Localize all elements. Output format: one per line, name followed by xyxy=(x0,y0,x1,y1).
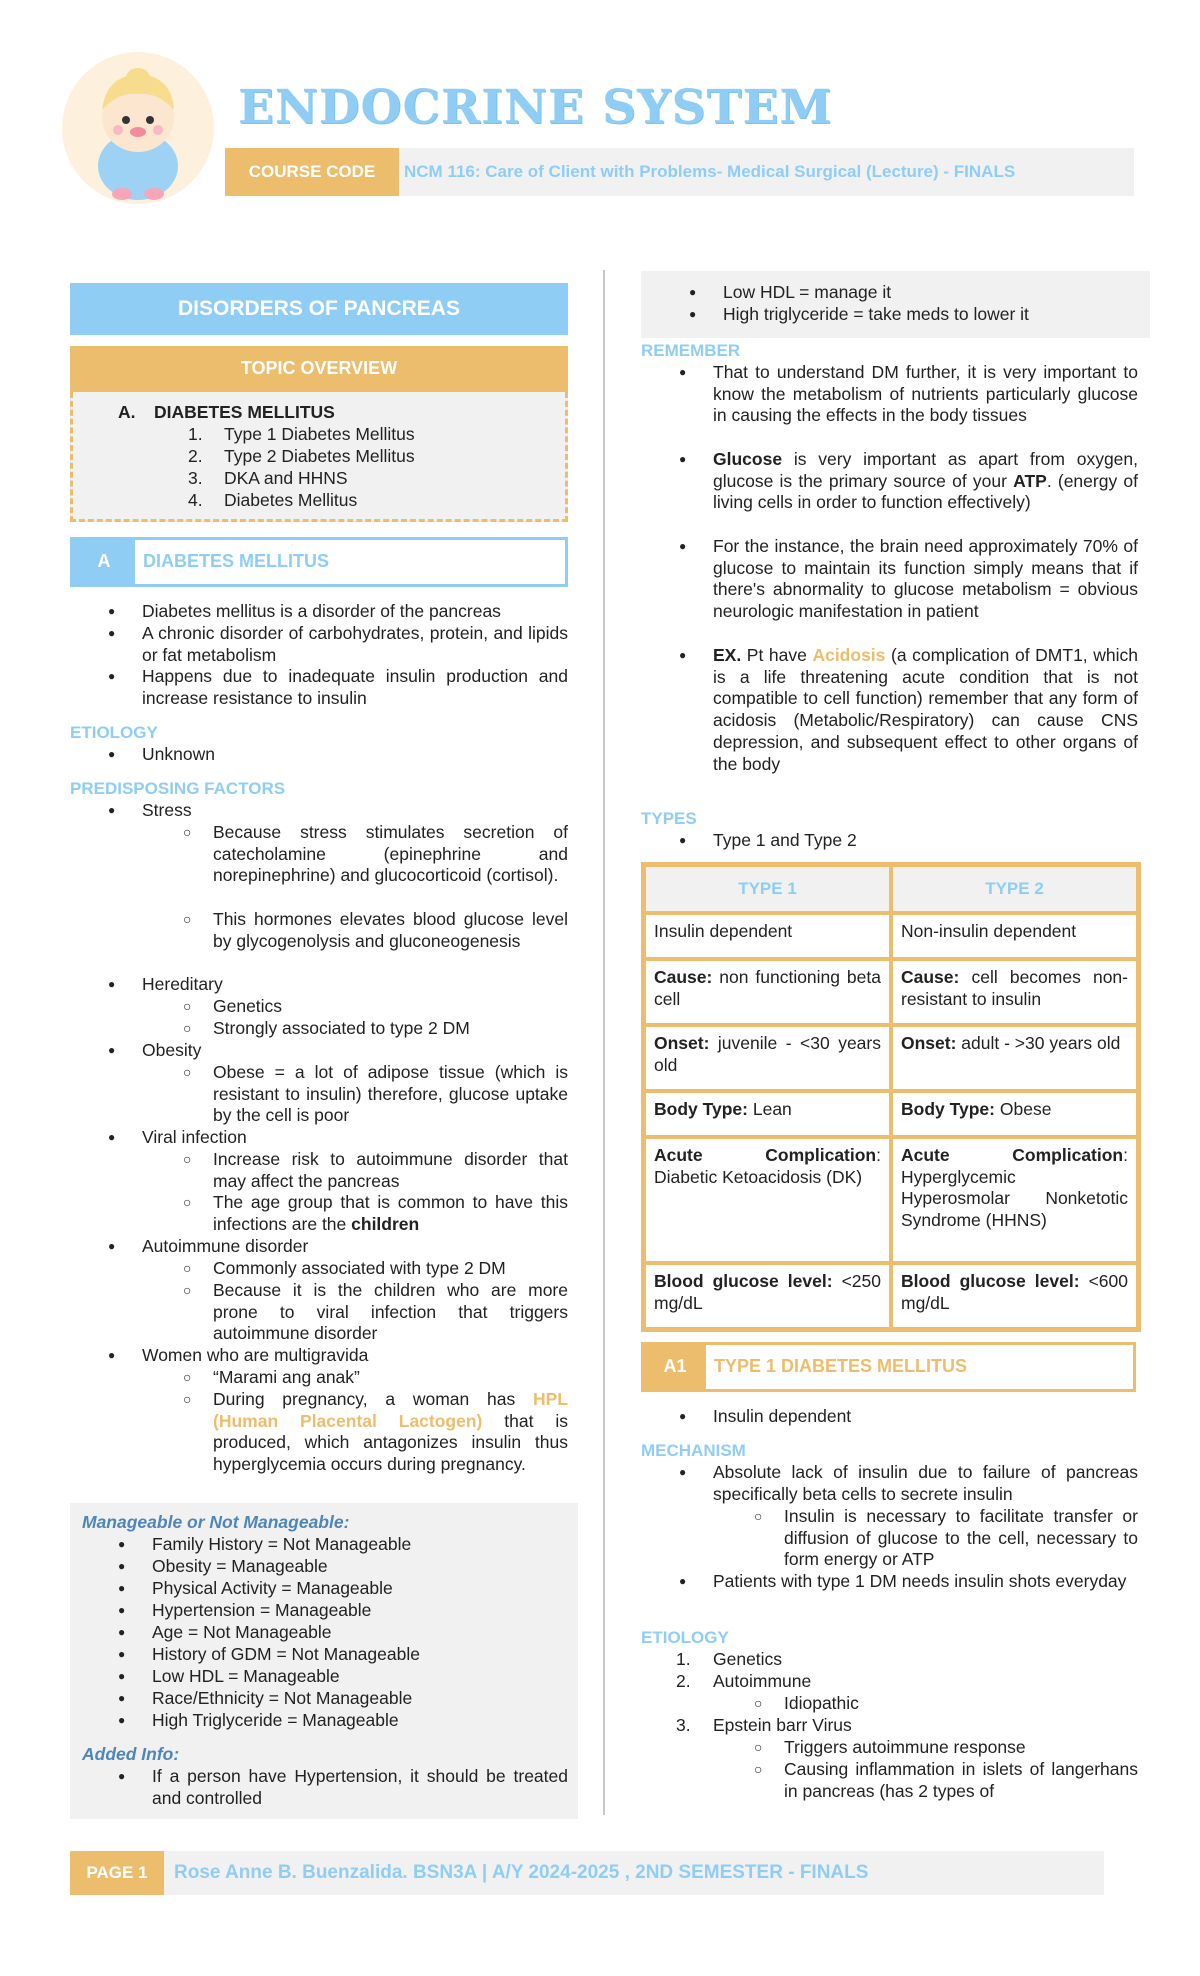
cell-label: Onset: xyxy=(901,1033,957,1053)
mascot-illustration xyxy=(58,48,218,208)
cell-label: Acute Complication xyxy=(654,1145,877,1165)
section-a1-header xyxy=(641,1342,1136,1392)
mechanism-label: MECHANISM xyxy=(641,1441,746,1460)
bold-text: ATP xyxy=(1013,470,1047,491)
types-comparison-table xyxy=(641,862,1141,1332)
overview-num: 2. xyxy=(188,446,203,466)
cell-label: Onset: xyxy=(654,1033,710,1053)
table-cell: Non-insulin dependent xyxy=(891,913,1138,959)
sub-list-item: ○ Insulin is necessary to facilitate transfer or diffusion of glucose to the cell, necessary to form energy or ATP xyxy=(784,1506,1138,1571)
table-cell xyxy=(644,959,891,1025)
table-row xyxy=(644,1025,1138,1091)
list-item: ● Low HDL = manage it xyxy=(723,282,1123,304)
list-item: ● Insulin dependent xyxy=(713,1406,1138,1428)
sub-list-item: ○ Because stress stimulates secretion of catecholamine (epinephrine and norepinephrine) and glucocorticoid (cortisol). xyxy=(213,822,568,887)
list-item: Epstein barr Virus xyxy=(713,1715,852,1735)
document-title: ENDOCRINE SYSTEM xyxy=(238,80,833,135)
text-span: that is produced, which antagonizes insulin thus hyperglycemia occurs during pregnancy. xyxy=(213,1410,568,1475)
text-span: Pt have xyxy=(741,645,813,665)
sub-list-item: ○ Idiopathic xyxy=(784,1693,1138,1715)
column-divider xyxy=(603,270,605,1815)
table-row xyxy=(644,913,1138,959)
cell-value: : Diabetic Ketoacidosis (DK) xyxy=(654,1145,881,1187)
text-span: (a complication of DMT1, which is a life threatening acute condition that is not compatible to cell function) remember that any form of acidosis (Metabolic/Respiratory) can cause CNS depression, and subsequent effect to other organs of the body xyxy=(713,645,1138,774)
list-number: 2. xyxy=(676,1671,691,1691)
table-header: TYPE 1 xyxy=(644,865,891,913)
overview-main-title: DIABETES MELLITUS xyxy=(154,402,335,422)
table-row xyxy=(644,1263,1138,1329)
section-a1-badge: A1 xyxy=(644,1345,706,1389)
list-item: Genetics xyxy=(713,1649,783,1669)
cell-value: Obese xyxy=(995,1099,1052,1119)
topic-overview-box xyxy=(70,392,568,522)
table-row xyxy=(644,1137,1138,1263)
list-item: ● Hereditary xyxy=(142,974,568,996)
table-header-row xyxy=(644,865,1138,913)
remember-label: REMEMBER xyxy=(641,341,741,360)
list-item: ● Viral infection xyxy=(142,1127,568,1149)
bold-text: children xyxy=(351,1213,420,1234)
table-cell xyxy=(891,1025,1138,1091)
list-item: ● Low HDL = Manageable xyxy=(152,1666,568,1688)
sub-list-item: ○ Commonly associated with type 2 DM xyxy=(213,1258,568,1280)
sub-list-item: ○ Triggers autoimmune response xyxy=(784,1737,1138,1759)
etiology-label: ETIOLOGY xyxy=(70,723,158,742)
cell-label: Blood glucose level: xyxy=(654,1271,833,1291)
list-number: 3. xyxy=(676,1715,691,1735)
cell-label: Cause: xyxy=(901,967,960,987)
sub-list-item: ○ Obese = a lot of adipose tissue (which is resistant to insulin) therefore, glucose uptake by the cell is poor xyxy=(213,1062,568,1127)
text-span: The age group that is common to have this infections are the xyxy=(213,1192,568,1234)
sub-list-item: ○ Causing inflammation in islets of langerhans in pancreas (has 2 types of xyxy=(784,1759,1138,1802)
section-banner: DISORDERS OF PANCREAS xyxy=(70,283,568,335)
cell-value: cell becomes non-resistant to insulin xyxy=(901,967,1128,1009)
topic-overview-header: TOPIC OVERVIEW xyxy=(70,346,568,392)
table-cell xyxy=(891,1263,1138,1329)
list-item: ● That to understand DM further, it is very important to know the metabolism of nutrients particularly glucose in causing the effects in the body tissues xyxy=(713,362,1138,427)
list-item: ● High triglyceride = take meds to lower it xyxy=(723,304,1123,326)
table-cell xyxy=(891,959,1138,1025)
list-item: ● Obesity = Manageable xyxy=(152,1556,568,1578)
list-item: ● Absolute lack of insulin due to failure of pancreas specifically beta cells to secrete insulin xyxy=(713,1462,1138,1505)
list-number: 1. xyxy=(676,1649,691,1669)
list-item: ● Type 1 and Type 2 xyxy=(713,830,1138,852)
table-cell xyxy=(644,1091,891,1137)
overview-num: 1. xyxy=(188,424,203,444)
sub-list-item xyxy=(213,1389,568,1476)
overview-num: 4. xyxy=(188,490,203,510)
manageable-title: Manageable or Not Manageable: xyxy=(82,1512,350,1532)
list-item: ● Obesity xyxy=(142,1040,568,1062)
hpl-highlight: HPL (Human Placental Lactogen) xyxy=(213,1389,568,1431)
text-span: During pregnancy, a woman has xyxy=(213,1389,533,1409)
cell-value: non functioning beta cell xyxy=(654,967,881,1009)
list-item: ● High Triglyceride = Manageable xyxy=(152,1710,568,1732)
list-item: ● A chronic disorder of carbohydrates, protein, and lipids or fat metabolism xyxy=(142,623,568,666)
sub-list-item xyxy=(213,1192,568,1235)
table-cell: Insulin dependent xyxy=(644,913,891,959)
list-item: ● Family History = Not Manageable xyxy=(152,1534,568,1556)
overview-item: Type 2 Diabetes Mellitus xyxy=(224,446,415,466)
acidosis-highlight: Acidosis xyxy=(812,645,886,665)
sub-list-item: ○ Strongly associated to type 2 DM xyxy=(213,1018,568,1040)
list-item: ● Stress xyxy=(142,800,568,822)
table-header: TYPE 2 xyxy=(891,865,1138,913)
sub-list-item: ○ “Marami ang anak” xyxy=(213,1367,568,1389)
sub-list-item: ○ Increase risk to autoimmune disorder that may affect the pancreas xyxy=(213,1149,568,1192)
section-a1-title: TYPE 1 DIABETES MELLITUS xyxy=(714,1356,968,1377)
predisposing-label: PREDISPOSING FACTORS xyxy=(70,779,286,798)
table-cell xyxy=(644,1137,891,1263)
list-item: ● Race/Ethnicity = Not Manageable xyxy=(152,1688,568,1710)
list-item xyxy=(713,645,1138,775)
section-a-badge: A xyxy=(73,540,135,584)
list-item: ● If a person have Hypertension, it should be treated and controlled xyxy=(152,1766,568,1809)
cell-value: Lean xyxy=(748,1099,792,1119)
overview-main-number: A. xyxy=(118,402,136,422)
overview-num: 3. xyxy=(188,468,203,488)
cell-value: <600 mg/dL xyxy=(901,1271,1128,1313)
page-number-label: PAGE 1 xyxy=(70,1851,164,1895)
list-item: ● Age = Not Manageable xyxy=(152,1622,568,1644)
table-row xyxy=(644,1091,1138,1137)
etiology-label: ETIOLOGY xyxy=(641,1628,729,1647)
list-item: ● Women who are multigravida xyxy=(142,1345,568,1367)
list-item: Autoimmune xyxy=(713,1671,812,1691)
bold-text: Glucose xyxy=(713,449,783,469)
cell-label: Blood glucose level: xyxy=(901,1271,1080,1291)
table-row xyxy=(644,959,1138,1025)
added-info-title: Added Info: xyxy=(82,1744,180,1764)
list-item: ● Hypertension = Manageable xyxy=(152,1600,568,1622)
list-item: ● Unknown xyxy=(142,744,568,766)
sub-list-item: ○ This hormones elevates blood glucose level by glycogenolysis and gluconeogenesis xyxy=(213,909,568,952)
types-label: TYPES xyxy=(641,809,697,828)
cell-value: <250 mg/dL xyxy=(654,1271,881,1313)
cell-label: Body Type: xyxy=(654,1099,748,1119)
list-item: ● Patients with type 1 DM needs insulin shots everyday xyxy=(713,1571,1138,1593)
table-cell xyxy=(644,1025,891,1091)
overview-item: DKA and HHNS xyxy=(224,468,348,488)
list-item: ● Happens due to inadequate insulin production and increase resistance to insulin xyxy=(142,666,568,709)
bold-text: EX. xyxy=(713,645,742,665)
cell-label: Acute Complication xyxy=(901,1145,1124,1165)
section-a-title: DIABETES MELLITUS xyxy=(143,551,330,572)
footer-text: Rose Anne B. Buenzalida. BSN3A | A/Y 2024-2025 , 2ND SEMESTER - FINALS xyxy=(164,1851,1104,1895)
cell-value: : Hyperglycemic Hyperosmolar Nonketotic Syndrome (HHNS) xyxy=(901,1145,1128,1231)
overview-item: Type 1 Diabetes Mellitus xyxy=(224,424,415,444)
list-item: ● Diabetes mellitus is a disorder of the pancreas xyxy=(142,601,568,623)
list-item: ● History of GDM = Not Manageable xyxy=(152,1644,568,1666)
course-code-label: COURSE CODE xyxy=(225,148,399,196)
cell-value: adult - >30 years old xyxy=(956,1033,1121,1053)
manageable-box xyxy=(70,1503,578,1819)
text-span: . (energy of living cells in order to function effectively) xyxy=(713,470,1138,513)
cell-value: juvenile - <30 years old xyxy=(654,1033,881,1075)
sub-list-item: ○ Because it is the children who are more prone to viral infection that triggers autoimmune disorder xyxy=(213,1280,568,1345)
list-item: ● Autoimmune disorder xyxy=(142,1236,568,1258)
table-cell xyxy=(891,1091,1138,1137)
table-cell xyxy=(891,1137,1138,1263)
text-span: is very important as apart from oxygen, glucose is the primary source of your xyxy=(713,449,1138,491)
sub-list-item: ○ Genetics xyxy=(213,996,568,1018)
list-item: ● Physical Activity = Manageable xyxy=(152,1578,568,1600)
list-item: ● For the instance, the brain need approximately 70% of glucose to maintain its function simply means that if there's abnormality to glucose metabolism = obvious neurologic manifestation in patient xyxy=(713,536,1138,623)
cell-label: Cause: xyxy=(654,967,713,987)
table-cell xyxy=(644,1263,891,1329)
continued-list-box xyxy=(641,271,1150,338)
overview-item: Diabetes Mellitus xyxy=(224,490,358,510)
section-a-header xyxy=(70,537,568,587)
list-item xyxy=(713,449,1138,514)
course-code-value: NCM 116: Care of Client with Problems- Medical Surgical (Lecture) - FINALS xyxy=(399,148,1134,196)
cell-label: Body Type: xyxy=(901,1099,995,1119)
